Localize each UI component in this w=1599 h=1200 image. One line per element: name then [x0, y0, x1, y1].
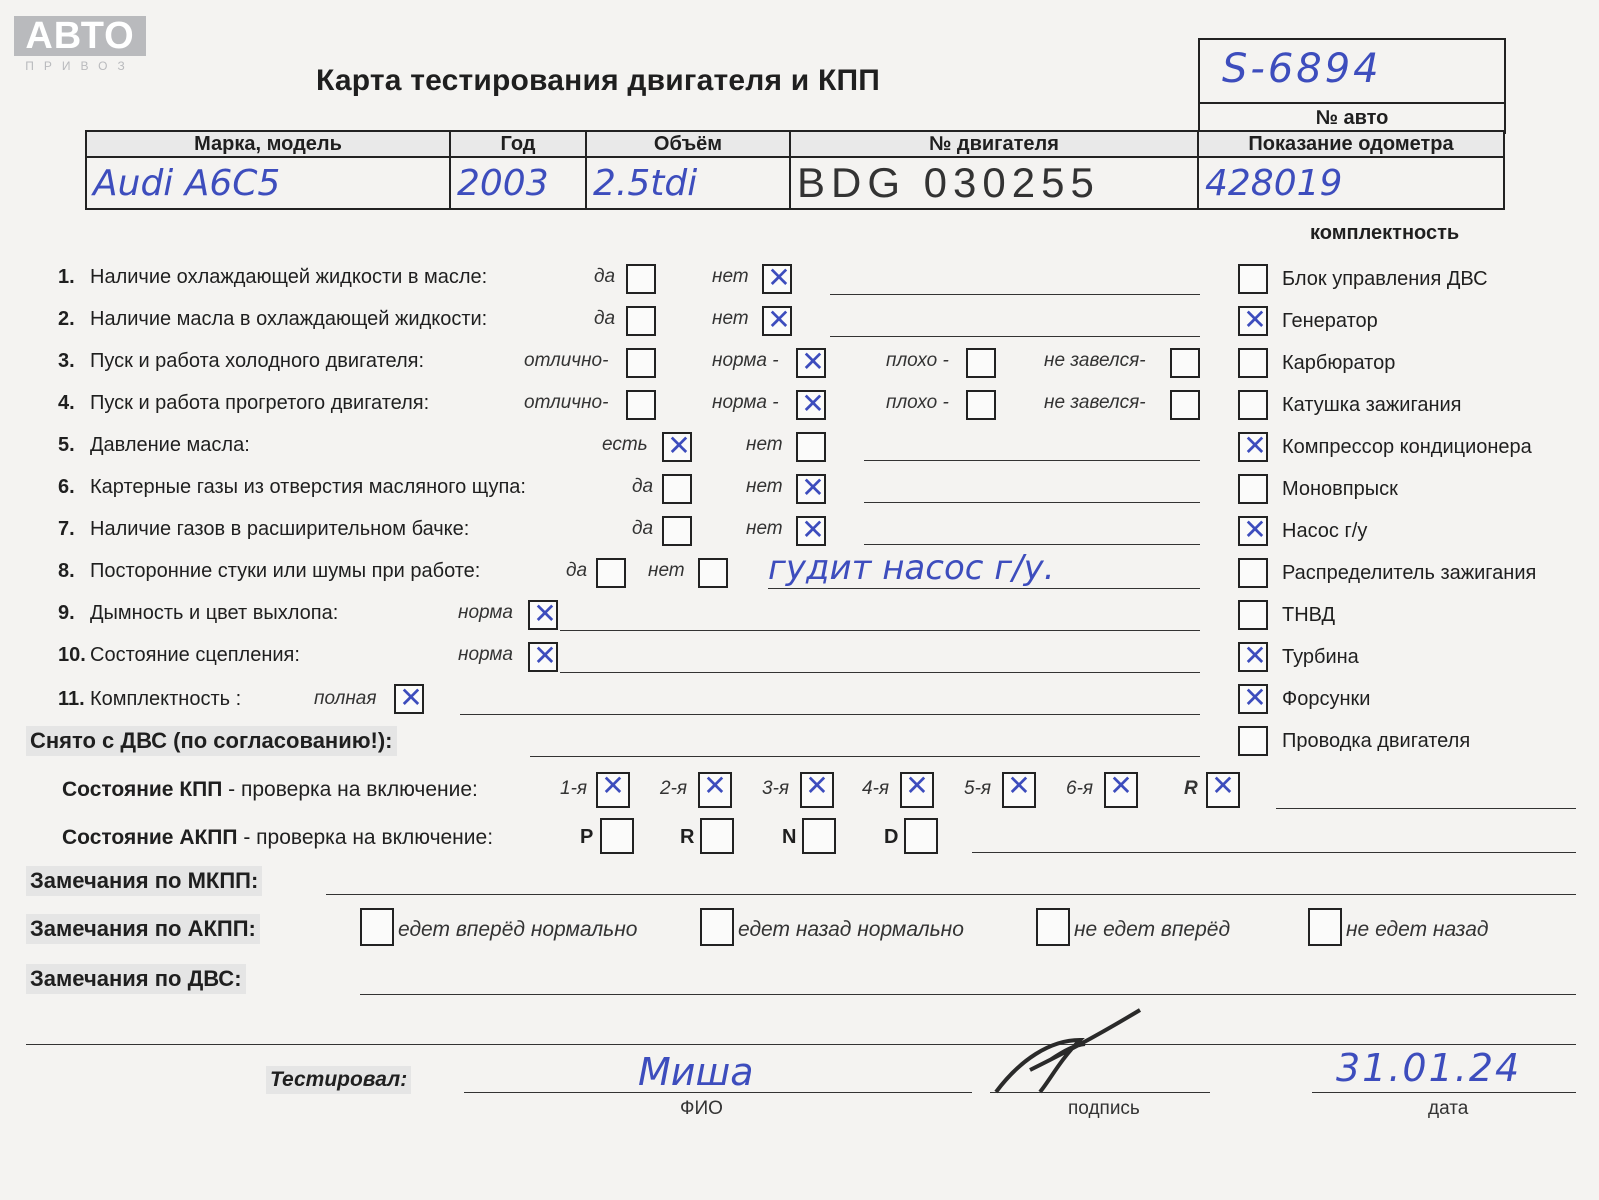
page-title: Карта тестирования двигателя и КПП — [316, 64, 880, 97]
check-6-opt-da: да — [632, 476, 654, 497]
akpp-back-ok-label: едет назад нормально — [738, 918, 964, 941]
header-row — [86, 131, 1504, 157]
komplekt-title: комплектность — [1310, 222, 1460, 244]
check-mark-icon: ✕ — [801, 345, 825, 378]
sign-caption: подпись — [1068, 1098, 1140, 1119]
akpp-label: Состояние АКПП - проверка на включение: — [62, 826, 494, 849]
date-value[interactable]: 31.01.24 — [1336, 1046, 1522, 1090]
komplekt-9-label: ТНВД — [1282, 604, 1336, 626]
check-4-opt-excellent: отлично- — [524, 392, 609, 413]
check-mark-icon: ✕ — [1243, 429, 1267, 462]
check-1-net-checkbox[interactable] — [762, 261, 792, 294]
check-9-opt-normal: норма — [458, 602, 513, 623]
check-mark-icon: ✕ — [1243, 513, 1267, 546]
check-3-nostart-checkbox[interactable] — [1170, 348, 1200, 378]
akpp-back-ok-checkbox[interactable] — [700, 908, 734, 946]
check-2-opt-da: да — [594, 308, 616, 329]
akpp-remarks-label: Замечания по АКПП: — [26, 914, 260, 944]
check-8-opt-net: нет — [648, 560, 685, 581]
signature — [990, 1000, 1150, 1100]
check-7-label: 7. Наличие газов в расширительном бачке: — [58, 518, 470, 540]
check-8-opt-da: да — [566, 560, 588, 581]
check-10-line — [560, 672, 1200, 673]
komplekt-5-checkbox[interactable] — [1238, 429, 1268, 462]
gear-3-label: 3-я — [762, 778, 790, 799]
date-caption: дата — [1428, 1098, 1469, 1119]
val-odometer[interactable]: 428019 — [1198, 157, 1504, 209]
gear-4-label: 4-я — [862, 778, 890, 799]
val-model[interactable]: Audi A6C5 — [86, 157, 450, 209]
logo-main: АВТО — [14, 16, 146, 56]
komplekt-4-label: Катушка зажигания — [1282, 394, 1462, 416]
col-year: Год — [450, 131, 586, 157]
values-row — [86, 157, 1504, 209]
komplekt-8-checkbox[interactable] — [1238, 558, 1268, 588]
mkpp-remarks-line — [326, 894, 1576, 895]
check-2-da-checkbox[interactable] — [626, 306, 656, 336]
check-6-label: 6. Картерные газы из отверстия масляного щупа: — [58, 476, 526, 498]
check-11-full-checkbox[interactable] — [394, 681, 424, 714]
check-3-opt-bad: плохо - — [886, 350, 949, 371]
check-7-da-checkbox[interactable] — [662, 516, 692, 546]
col-odometer: Показание одометра — [1198, 131, 1504, 157]
check-mark-icon: ✕ — [1243, 681, 1267, 714]
check-11-opt-full: полная — [314, 688, 377, 709]
komplekt-4-checkbox[interactable] — [1238, 390, 1268, 420]
akpp-fwd-ok-checkbox[interactable] — [360, 908, 394, 946]
dvs-remarks-label: Замечания по ДВС: — [26, 964, 246, 994]
check-mark-icon: ✕ — [1211, 769, 1235, 802]
check-4-opt-bad: плохо - — [886, 392, 949, 413]
komplekt-12-label: Проводка двигателя — [1282, 730, 1471, 752]
check-9-label: 9. Дымность и цвет выхлопа: — [58, 602, 339, 624]
check-3-label: 3. Пуск и работа холодного двигателя: — [58, 350, 425, 372]
vehicle-header-table — [85, 130, 1505, 210]
mode-n-checkbox[interactable] — [802, 818, 836, 854]
removed-line — [530, 756, 1200, 757]
akpp-fwd-ok-label: едет вперёд нормально — [398, 918, 638, 941]
mode-r-checkbox[interactable] — [700, 818, 734, 854]
komplekt-8-label: Распределитель зажигания — [1282, 562, 1537, 584]
check-6-line — [864, 502, 1200, 503]
check-5-opt-yes: есть — [602, 434, 648, 455]
check-3-opt-excellent: отлично- — [524, 350, 609, 371]
check-7-line — [864, 544, 1200, 545]
check-4-excellent-checkbox[interactable] — [626, 390, 656, 420]
check-6-net-checkbox[interactable] — [796, 471, 826, 504]
check-8-net-checkbox[interactable] — [698, 558, 728, 588]
akpp-no-fwd-checkbox[interactable] — [1036, 908, 1070, 946]
gear-1-label: 1-я — [560, 778, 588, 799]
gear-3-checkbox[interactable] — [800, 769, 834, 808]
auto-number-label: № авто — [1200, 102, 1504, 132]
fio-line — [464, 1092, 972, 1093]
komplekt-11-label: Форсунки — [1282, 688, 1371, 710]
check-10-label: 10. Состояние сцепления: — [58, 644, 300, 666]
check-1-opt-net: нет — [712, 266, 749, 287]
mode-d-checkbox[interactable] — [904, 818, 938, 854]
komplekt-2-label: Генератор — [1282, 310, 1378, 332]
gear-1-checkbox[interactable] — [596, 769, 630, 808]
check-mark-icon: ✕ — [601, 769, 625, 802]
komplekt-1-label: Блок управления ДВС — [1282, 268, 1488, 290]
check-6-da-checkbox[interactable] — [662, 474, 692, 504]
dvs-remarks-line — [360, 994, 1576, 995]
check-3-normal-checkbox[interactable] — [796, 345, 826, 378]
check-2-net-checkbox[interactable] — [762, 303, 792, 336]
gear-5-label: 5-я — [964, 778, 992, 799]
gear-2-label: 2-я — [660, 778, 688, 799]
check-11-line — [460, 714, 1200, 715]
date-line — [1312, 1092, 1576, 1093]
check-11-label: 11. Комплектность : — [58, 688, 242, 710]
check-mark-icon: ✕ — [533, 597, 557, 630]
check-6-opt-net: нет — [746, 476, 783, 497]
tested-label: Тестировал: — [266, 1066, 411, 1094]
komplekt-7-checkbox[interactable] — [1238, 513, 1268, 546]
col-volume: Объём — [586, 131, 790, 157]
mode-p-checkbox[interactable] — [600, 818, 634, 854]
check-1-line — [830, 294, 1200, 295]
check-8-label: 8. Посторонние стуки или шумы при работе: — [58, 560, 481, 582]
check-7-net-checkbox[interactable] — [796, 513, 826, 546]
mkpp-remarks-label: Замечания по МКПП: — [26, 866, 262, 896]
check-mark-icon: ✕ — [1243, 639, 1267, 672]
gear-4-checkbox[interactable] — [900, 769, 934, 808]
kpp-label: Состояние КПП - проверка на включение: — [62, 778, 478, 801]
mode-p-label: P — [580, 826, 594, 848]
val-year[interactable]: 2003 — [450, 157, 586, 209]
check-8-da-checkbox[interactable] — [596, 558, 626, 588]
check-2-label: 2. Наличие масла в охлаждающей жидкости: — [58, 308, 488, 330]
komplekt-2-checkbox[interactable] — [1238, 303, 1268, 336]
kpp-line — [1276, 808, 1576, 809]
check-2-opt-net: нет — [712, 308, 749, 329]
gear-6-checkbox[interactable] — [1104, 769, 1138, 808]
val-engine-no[interactable]: BDG 030255 — [790, 157, 1198, 209]
check-mark-icon: ✕ — [801, 513, 825, 546]
check-mark-icon: ✕ — [1243, 303, 1267, 336]
check-2-line — [830, 336, 1200, 337]
removed-label: Снято с ДВС (по согласованию!): — [26, 726, 397, 756]
akpp-no-back-checkbox[interactable] — [1308, 908, 1342, 946]
komplekt-3-label: Карбюратор — [1282, 352, 1396, 374]
check-mark-icon: ✕ — [805, 769, 829, 802]
col-model: Марка, модель — [86, 131, 450, 157]
val-volume[interactable]: 2.5tdi — [586, 157, 790, 209]
gear-2-checkbox[interactable] — [698, 769, 732, 808]
check-4-opt-normal: норма - — [712, 392, 779, 413]
check-mark-icon: ✕ — [801, 387, 825, 420]
fio-caption: ФИО — [680, 1098, 723, 1119]
check-4-nostart-checkbox[interactable] — [1170, 390, 1200, 420]
check-mark-icon: ✕ — [533, 639, 557, 672]
check-5-opt-no: нет — [746, 434, 783, 455]
check-mark-icon: ✕ — [399, 681, 423, 714]
check-4-opt-nostart: не завелся- — [1044, 392, 1146, 413]
komplekt-10-checkbox[interactable] — [1238, 639, 1268, 672]
check-7-opt-net: нет — [746, 518, 783, 539]
komplekt-5-label: Компрессор кондиционера — [1282, 436, 1532, 458]
check-1-opt-da: да — [594, 266, 616, 287]
komplekt-6-checkbox[interactable] — [1238, 474, 1268, 504]
brand-logo — [14, 15, 146, 73]
mode-n-label: N — [782, 826, 797, 848]
check-3-excellent-checkbox[interactable] — [626, 348, 656, 378]
check-7-opt-da: да — [632, 518, 654, 539]
check-1-da-checkbox[interactable] — [626, 264, 656, 294]
gear-5-checkbox[interactable] — [1002, 769, 1036, 808]
auto-number-value: S-6894 — [1222, 46, 1382, 92]
komplekt-3-checkbox[interactable] — [1238, 348, 1268, 378]
komplekt-6-label: Моновпрыск — [1282, 478, 1398, 500]
gear-6-label: 6-я — [1066, 778, 1094, 799]
extra-remarks-line — [26, 1044, 1576, 1045]
col-engine-no: № двигателя — [790, 131, 1198, 157]
check-9-normal-checkbox[interactable] — [528, 597, 558, 630]
gear-r-checkbox[interactable] — [1206, 769, 1240, 808]
komplekt-9-checkbox[interactable] — [1238, 600, 1268, 630]
komplekt-10-label: Турбина — [1282, 646, 1359, 668]
gear-r-label: R — [1184, 778, 1198, 799]
mode-d-label: D — [884, 826, 899, 848]
check-mark-icon: ✕ — [767, 261, 791, 294]
check-3-opt-nostart: не завелся- — [1044, 350, 1146, 371]
komplekt-1-checkbox[interactable] — [1238, 264, 1268, 294]
check-4-bad-checkbox[interactable] — [966, 390, 996, 420]
check-mark-icon: ✕ — [1109, 769, 1133, 802]
check-3-opt-normal: норма - — [712, 350, 779, 371]
akpp-no-back-label: не едет назад — [1346, 918, 1489, 941]
auto-number-box — [1198, 38, 1506, 134]
check-10-opt-normal: норма — [458, 644, 513, 665]
logo-sub: ПРИВОЗ — [25, 59, 135, 73]
check-5-label: 5. Давление масла: — [58, 434, 250, 456]
check-1-label: 1. Наличие охлаждающей жидкости в масле: — [58, 266, 488, 288]
check-4-normal-checkbox[interactable] — [796, 387, 826, 420]
fio-value[interactable]: Миша — [638, 1050, 754, 1094]
check-8-note[interactable]: гудит насос г/у. — [768, 548, 1055, 588]
check-9-line — [560, 630, 1200, 631]
mode-r-label: R — [680, 826, 695, 848]
akpp-line — [972, 852, 1576, 853]
check-5-line — [864, 460, 1200, 461]
check-mark-icon: ✕ — [905, 769, 929, 802]
check-mark-icon: ✕ — [801, 471, 825, 504]
check-4-label: 4. Пуск и работа прогретого двигателя: — [58, 392, 430, 414]
akpp-no-fwd-label: не едет вперёд — [1074, 918, 1231, 941]
check-mark-icon: ✕ — [1007, 769, 1031, 802]
sign-line — [990, 1092, 1210, 1093]
komplekt-11-checkbox[interactable] — [1238, 681, 1268, 714]
check-mark-icon: ✕ — [767, 303, 791, 336]
check-5-yes-checkbox[interactable] — [662, 429, 692, 462]
check-mark-icon: ✕ — [667, 429, 691, 462]
check-8-line — [768, 588, 1200, 589]
check-mark-icon: ✕ — [703, 769, 727, 802]
check-10-normal-checkbox[interactable] — [528, 639, 558, 672]
komplekt-12-checkbox[interactable] — [1238, 726, 1268, 756]
check-3-bad-checkbox[interactable] — [966, 348, 996, 378]
check-5-no-checkbox[interactable] — [796, 432, 826, 462]
komplekt-7-label: Насос г/у — [1282, 520, 1368, 542]
